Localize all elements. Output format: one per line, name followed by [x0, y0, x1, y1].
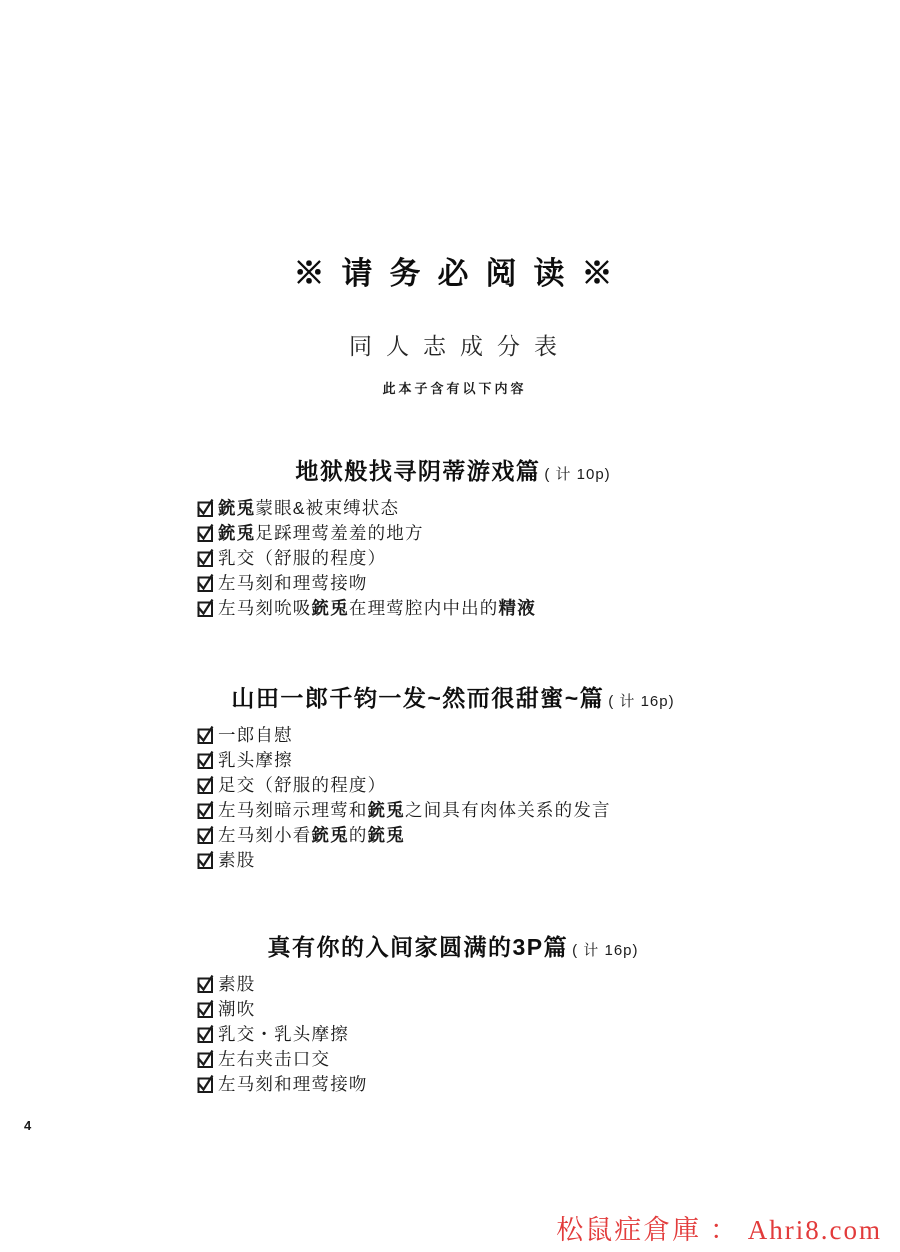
checklist-item-text: 銃兎: [367, 825, 406, 845]
checkbox: [197, 825, 215, 845]
page-subtitle: 同人志成分表: [349, 333, 571, 359]
checklist-item: [197, 545, 709, 570]
section-checklist: [197, 971, 709, 1096]
checklist-item: [197, 1021, 709, 1046]
checkbox-checked-icon: [197, 775, 215, 795]
section-page-count: ( 计 16p): [608, 693, 675, 710]
checkbox-checked-icon: [197, 548, 215, 568]
checklist-item-text: 在理莺腔内中出的: [348, 598, 499, 618]
checkbox-checked-icon: [197, 999, 215, 1019]
checkbox: [197, 725, 215, 745]
checkbox: [197, 850, 215, 870]
checklist-item-text: 乳头摩擦: [218, 750, 293, 770]
checklist-item: [197, 1071, 709, 1096]
checkbox-checked-icon: [197, 750, 215, 770]
section-heading: [197, 620, 709, 713]
checkbox-checked-icon: [197, 825, 215, 845]
page-note: 此本子含有以下内容: [382, 381, 527, 396]
checkbox: [197, 750, 215, 770]
checkbox: [197, 999, 215, 1019]
checklist-item-text: 一郎自慰: [218, 725, 293, 745]
watermark: 松鼠症倉庫 ： Ahri8.com: [556, 1215, 882, 1245]
checklist-item: [197, 772, 709, 797]
checklist-item-text: 左马刻和理莺接吻: [218, 573, 368, 593]
checklist-item-text: 銃兎: [218, 498, 256, 518]
checklist-item: [197, 996, 709, 1021]
section-heading: [197, 397, 709, 486]
checklist-item-text: 蒙眼&被束缚状态: [255, 498, 400, 518]
section-1: [197, 397, 709, 620]
checklist-item: [197, 971, 709, 996]
checkbox: [197, 573, 215, 593]
checkbox-checked-icon: [197, 598, 215, 618]
checkbox: [197, 1049, 215, 1069]
checklist-item-text: 左马刻小看: [218, 825, 312, 845]
checklist-item-text: 潮吹: [218, 999, 256, 1019]
checklist-item: [197, 797, 709, 822]
checklist-item-text: 左右夹击口交: [218, 1049, 331, 1069]
checkbox-checked-icon: [197, 850, 215, 870]
checklist-item: [197, 847, 709, 872]
checklist-item-text: 銃兎: [311, 598, 349, 618]
page-number: 4: [24, 1118, 32, 1133]
checkbox-checked-icon: [197, 1049, 215, 1069]
checklist-item-text: 足交（舒服的程度）: [218, 775, 387, 795]
checklist-item-text: 乳交（舒服的程度）: [218, 548, 387, 568]
checkbox: [197, 1024, 215, 1044]
checklist-item-text: 素股: [218, 850, 256, 870]
section-3: [197, 872, 709, 1096]
checklist-item-text: 之间具有肉体关系的发言: [405, 800, 611, 820]
section-title: 地狱般找寻阴蒂游戏篇: [295, 458, 541, 484]
checkbox-checked-icon: [197, 1074, 215, 1094]
checklist-item-text: 精液: [498, 598, 536, 618]
checklist-item-text: 左马刻和理莺接吻: [218, 1074, 368, 1094]
checkbox-checked-icon: [197, 498, 215, 518]
checkbox: [197, 974, 215, 994]
checkbox: [197, 523, 215, 543]
checklist-item-text: 左马刻暗示理莺和: [218, 800, 368, 820]
checkbox: [197, 548, 215, 568]
section-2: [197, 620, 709, 872]
content-column: [197, 0, 709, 1096]
checklist-item: [197, 495, 709, 520]
section-page-count: ( 计 16p): [572, 942, 639, 959]
checklist-item-text: 素股: [218, 974, 256, 994]
checklist-item: [197, 722, 709, 747]
section-title: 真有你的入间家圆满的3P篇: [267, 934, 569, 960]
page-title: ※请务必阅读※: [293, 256, 630, 291]
checkbox-checked-icon: [197, 523, 215, 543]
checklist-item: [197, 747, 709, 772]
section-checklist: [197, 495, 709, 620]
section-page-count: ( 计 10p): [544, 466, 611, 483]
checklist-item: [197, 570, 709, 595]
checklist-item: [197, 1046, 709, 1071]
section-title: 山田一郎千钧一发~然而很甜蜜~篇: [231, 685, 605, 711]
checkbox-checked-icon: [197, 1024, 215, 1044]
checklist-item-text: 足踩理莺羞羞的地方: [255, 523, 424, 543]
section-checklist: [197, 722, 709, 872]
checkbox: [197, 598, 215, 618]
checkbox-checked-icon: [197, 725, 215, 745]
checkbox-checked-icon: [197, 800, 215, 820]
checklist-item-text: 的: [348, 825, 368, 845]
content-sections: [197, 397, 709, 1096]
checkbox-checked-icon: [197, 573, 215, 593]
checklist-item-text: 銃兎: [367, 800, 406, 820]
checklist-item-text: 銃兎: [311, 825, 349, 845]
checklist-item: [197, 520, 709, 545]
checkbox: [197, 800, 215, 820]
section-heading: [197, 872, 709, 962]
checklist-item: [197, 822, 709, 847]
checklist-item: [197, 595, 709, 620]
checkbox-checked-icon: [197, 974, 215, 994]
checkbox: [197, 1074, 215, 1094]
checklist-item-text: 左马刻吮吸: [218, 598, 312, 618]
checkbox: [197, 775, 215, 795]
checkbox: [197, 498, 215, 518]
checklist-item-text: 銃兎: [218, 523, 256, 543]
checklist-item-text: 乳交・乳头摩擦: [218, 1024, 349, 1044]
